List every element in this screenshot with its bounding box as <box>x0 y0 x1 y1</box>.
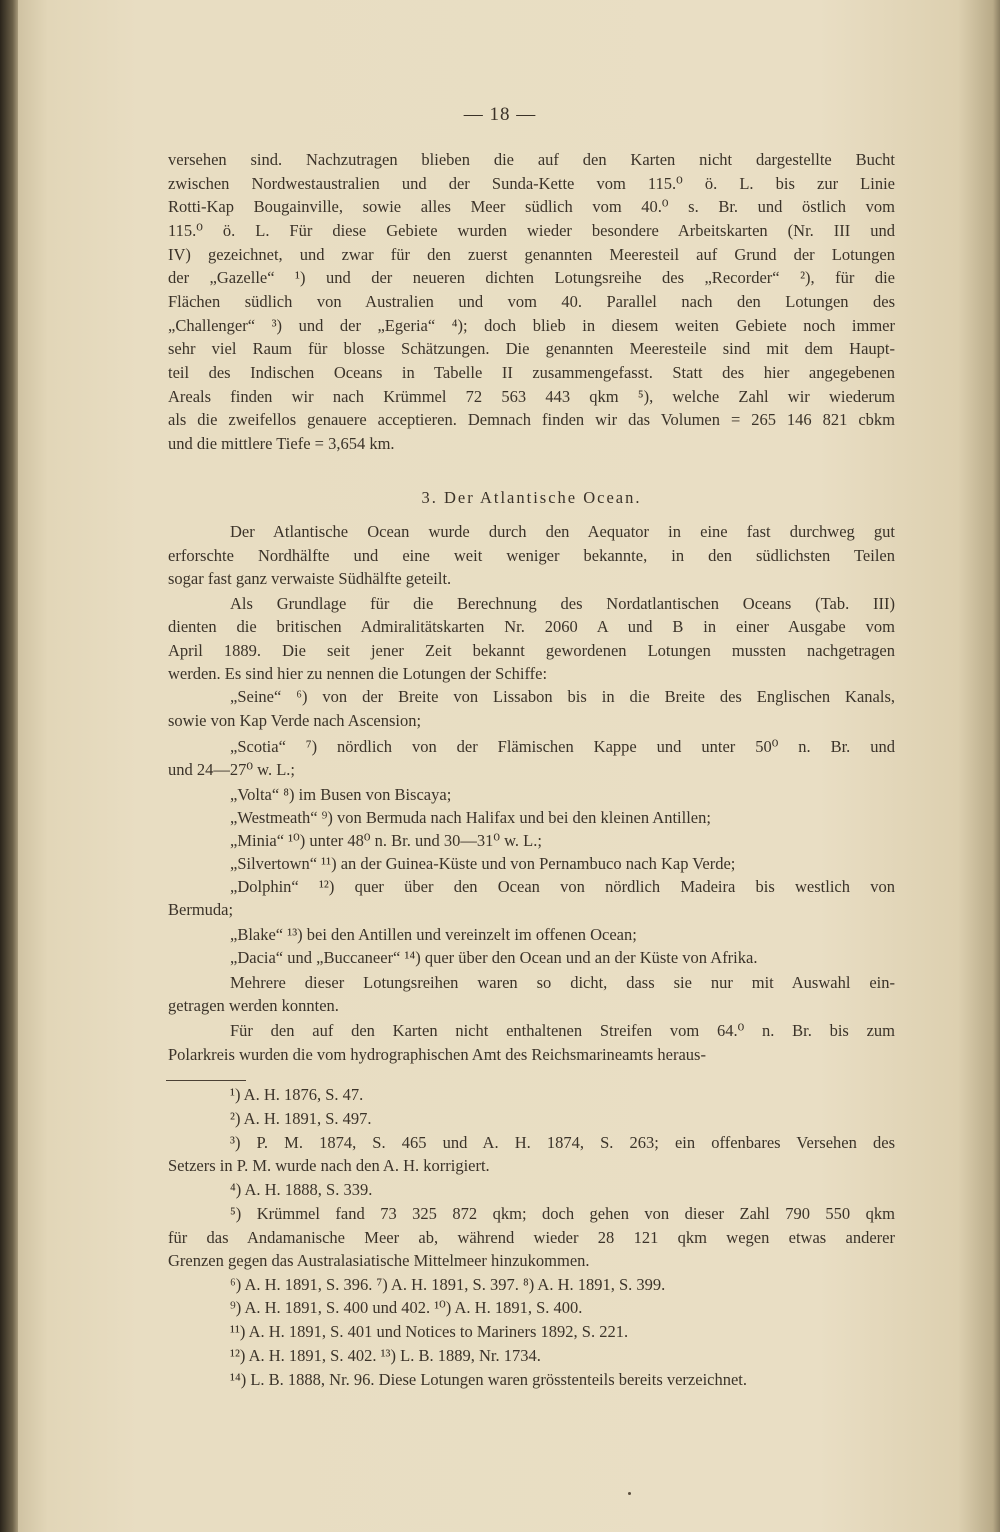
footnote-3-line: Setzers in P. M. wurde nach den A. H. korrigiert. <box>168 1156 490 1175</box>
paragraph-intro-line: IV) gezeichnet, und zwar für den zuerst genannten Meeresteil auf Grund der Lotungen <box>168 245 895 264</box>
paragraph-grundlage-line: dienten die britischen Admiralitätskarten Nr. 2060 A und B in einer Ausgabe vom <box>168 617 895 636</box>
footnote-4-line: ⁴) A. H. 1888, S. 339. <box>230 1180 373 1199</box>
paragraph-intro-line: und die mittlere Tiefe = 3,654 km. <box>168 434 395 453</box>
footnote-9-10-line: ⁹) A. H. 1891, S. 400 und 402. ¹⁰) A. H. 1891, S. 400. <box>230 1298 583 1317</box>
ship-scotia-line: und 24—27⁰ w. L.; <box>168 760 295 779</box>
paragraph-intro-line: sehr viel Raum für blosse Schätzungen. Die genannten Meeresteile sind mit dem Haupt- <box>168 339 895 358</box>
ship-westmeath-line: „Westmeath“ ⁹) von Bermuda nach Halifax und bei den kleinen Antillen; <box>230 808 711 827</box>
footnote-divider <box>166 1080 246 1081</box>
footnote-11-line: ¹¹) A. H. 1891, S. 401 und Notices to Mariners 1892, S. 221. <box>230 1322 629 1341</box>
ship-seine-line: „Seine“ ⁶) von der Breite von Lissabon bis in die Breite des Englischen Kanals, <box>230 687 895 706</box>
ship-blake-line: „Blake“ ¹³) bei den Antillen und vereinzelt im offenen Ocean; <box>230 925 637 944</box>
footnote-3-line: ³) P. M. 1874, S. 465 und A. H. 1874, S. 263; ein offenbares Versehen des <box>230 1133 895 1152</box>
paragraph-intro-line: teil des Indischen Oceans in Tabelle II zusammengefasst. Statt des hier angegebenen <box>168 363 895 382</box>
paragraph-intro-line: versehen sind. Nachzutragen blieben die auf den Karten nicht dargestellte Bucht <box>168 150 895 169</box>
ship-seine-line: sowie von Kap Verde nach Ascension; <box>168 711 422 730</box>
paragraph-atlantic-division-line: erforschte Nordhälfte und eine weit weniger bekannte, in den südlichsten Teilen <box>168 546 895 565</box>
footnote-5-line: für das Andamanische Meer ab, während wieder 28 121 qkm wegen etwas anderer <box>168 1228 895 1247</box>
paragraph-intro-line: zwischen Nordwestaustralien und der Sunda-Kette vom 115.⁰ ö. L. bis zur Linie <box>168 174 895 193</box>
paragraph-intro-line: der „Gazelle“ ¹) und der neueren dichten Lotungsreihe des „Recorder“ ²), für die <box>168 268 895 287</box>
footnote-14-line: ¹⁴) L. B. 1888, Nr. 96. Diese Lotungen waren grösstenteils bereits verzeichnet. <box>230 1370 748 1389</box>
paragraph-intro-line: als die zweifellos genauere acceptieren. Demnach finden wir das Volumen = 265 146 821 cbkm <box>168 410 895 429</box>
paragraph-intro-line: Flächen südlich von Australien und vom 40. Parallel nach den Lotungen des <box>168 292 895 311</box>
ship-volta-line: „Volta“ ⁸) im Busen von Biscaya; <box>230 785 452 804</box>
paragraph-atlantic-division-line: Der Atlantische Ocean wurde durch den Aequator in eine fast durchweg gut <box>230 522 895 541</box>
paragraph-intro-line: Areals finden wir nach Krümmel 72 563 443 qkm ⁵), welche Zahl wir wiederum <box>168 387 895 406</box>
paragraph-intro-line: Rotti-Kap Bougainville, sowie alles Meer südlich vom 40.⁰ s. Br. und östlich vom <box>168 197 895 216</box>
ink-speck <box>628 1492 631 1495</box>
ship-dolphin-line: „Dolphin“ ¹²) quer über den Ocean von nördlich Madeira bis westlich von <box>230 877 895 896</box>
footnote-5-line: ⁵) Krümmel fand 73 325 872 qkm; doch gehen von dieser Zahl 790 550 qkm <box>230 1204 895 1223</box>
paragraph-streifen-line: Polarkreis wurden die vom hydrographischen Amt des Reichsmarineamts heraus- <box>168 1045 706 1064</box>
paragraph-mehrere-line: getragen werden konnten. <box>168 996 339 1015</box>
paragraph-streifen-line: Für den auf den Karten nicht enthaltenen Streifen vom 64.⁰ n. Br. bis zum <box>230 1021 895 1040</box>
ship-minia-line: „Minia“ ¹⁰) unter 48⁰ n. Br. und 30—31⁰ w. L.; <box>230 831 542 850</box>
book-spine-edge <box>0 0 18 1532</box>
footnote-1-line: ¹) A. H. 1876, S. 47. <box>230 1085 364 1104</box>
page-number: — 18 — <box>463 104 537 125</box>
paragraph-intro-line: 115.⁰ ö. L. Für diese Gebiete wurden wieder besondere Arbeitskarten (Nr. III und <box>168 221 895 240</box>
footnote-6-7-8-line: ⁶) A. H. 1891, S. 396. ⁷) A. H. 1891, S. 397. ⁸) A. H. 1891, S. 399. <box>230 1275 666 1294</box>
ship-silvertown-line: „Silvertown“ ¹¹) an der Guinea-Küste und von Pernambuco nach Kap Verde; <box>230 854 736 873</box>
paragraph-grundlage-line: Als Grundlage für die Berechnung des Nordatlantischen Oceans (Tab. III) <box>230 594 895 613</box>
paragraph-grundlage-line: April 1889. Die seit jener Zeit bekannt gewordenen Lotungen mussten nachgetragen <box>168 641 895 660</box>
footnote-2-line: ²) A. H. 1891, S. 497. <box>230 1109 372 1128</box>
ship-dacia-buccaneer-line: „Dacia“ und „Buccaneer“ ¹⁴) quer über den Ocean und an der Küste von Afrika. <box>230 948 758 967</box>
ship-scotia-line: „Scotia“ ⁷) nördlich von der Flämischen Kappe und unter 50⁰ n. Br. und <box>230 737 895 756</box>
paragraph-intro-line: „Challenger“ ³) und der „Egeria“ ⁴); doch blieb in diesem weiten Gebiete noch immer <box>168 316 895 335</box>
paragraph-grundlage-line: werden. Es sind hier zu nennen die Lotungen der Schiffe: <box>168 664 548 683</box>
footnote-5-line: Grenzen gegen das Australasiatische Mittelmeer hinzukommen. <box>168 1251 590 1270</box>
ship-dolphin-line: Bermuda; <box>168 900 234 919</box>
footnote-12-13-line: ¹²) A. H. 1891, S. 402. ¹³) L. B. 1889, Nr. 1734. <box>230 1346 541 1365</box>
paragraph-atlantic-division-line: sogar fast ganz verwaiste Südhälfte geteilt. <box>168 569 452 588</box>
section-heading-line: 3. Der Atlantische Ocean. <box>421 488 642 507</box>
paragraph-mehrere-line: Mehrere dieser Lotungsreihen waren so dicht, dass sie nur mit Auswahl ein- <box>230 973 895 992</box>
